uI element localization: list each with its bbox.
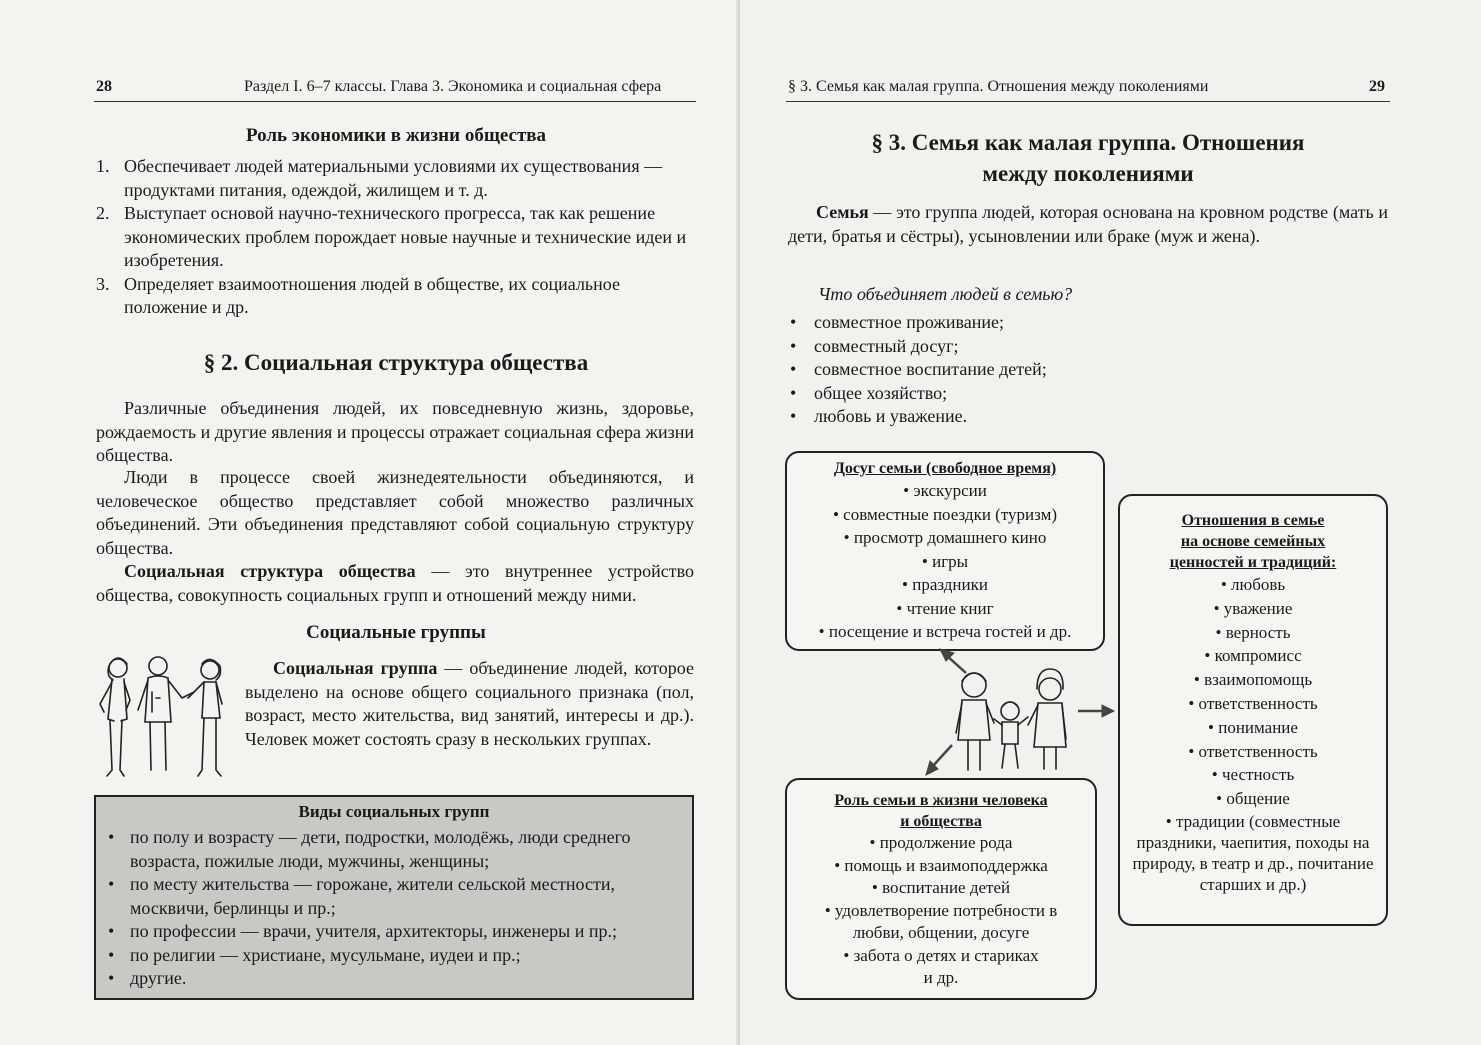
right-page <box>740 0 1481 1045</box>
list-item: 3. Определяет взаимоотношения людей в обществе, их социальное положение и др. <box>96 273 620 317</box>
paragraph: Семья — это группа людей, которая основана на кровном родстве (мать и дети, братья и сёстры), усыновлении или браке (муж и жена). <box>788 202 1388 246</box>
list-item: • компромисс <box>1128 644 1378 668</box>
relations-list <box>1128 573 1378 895</box>
list-item: • совместное проживание; <box>788 311 1208 335</box>
list-item: • совместные поездки (туризм) <box>787 503 1103 527</box>
people-illustration <box>92 652 242 782</box>
leisure-title: Досуг семьи (свободное время) <box>833 460 1057 477</box>
list-item: • взаимопомощь <box>1128 668 1378 692</box>
social-groups-list <box>96 826 692 991</box>
running-header: § 3. Семья как малая группа. Отношения между поколениями <box>788 78 1209 95</box>
list-item: • праздники <box>787 573 1103 597</box>
list-item: • любовь и уважение. <box>788 405 1208 429</box>
list-item: • общее хозяйство; <box>788 382 1208 406</box>
list-item: • забота о детях и стариках и др. <box>787 945 1095 990</box>
list-item: • продолжение рода <box>787 832 1095 855</box>
list-item: • совместное воспитание детей; <box>788 358 1208 382</box>
list-item: • просмотр домашнего кино <box>787 526 1103 550</box>
list-item: • чтение книг <box>787 597 1103 621</box>
paragraph: Социальная структура общества — это внутреннее устройство общества, совокупность социальных групп и отношений между ними. <box>96 561 694 605</box>
subsection-title: Социальные группы <box>306 622 486 643</box>
running-header: Раздел I. 6–7 классы. Глава 3. Экономика и социальная сфера <box>244 78 662 95</box>
relations-title: Отношения в семье на основе семейных ценностей и традиций: <box>1169 512 1337 571</box>
subsection-title: Роль экономики в жизни общества <box>245 125 547 146</box>
role-title: Роль семьи в жизни человека и общества <box>834 792 1048 830</box>
leisure-list <box>787 479 1103 644</box>
page-number: 28 <box>96 78 112 95</box>
family-illustration <box>918 645 1118 780</box>
list-item: 2. Выступает основой научно-технического прогресса, так как решение экономических проблем порождает новые научные и технические идеи и изобретения. <box>96 203 687 270</box>
economy-role-list <box>96 155 696 320</box>
list-item: • верность <box>1128 621 1378 645</box>
list-item: • общение <box>1128 787 1378 811</box>
section-title: § 2. Социальная структура общества <box>203 350 589 375</box>
list-item: • воспитание детей <box>787 877 1095 900</box>
list-item: • понимание <box>1128 716 1378 740</box>
paragraph: Различные объединения людей, их повседневную жизнь, здоровье, рождаемость и другие явления и процессы отражает социальная сфера жизни общества. <box>96 398 694 465</box>
box-title: Виды социальных групп <box>298 802 490 821</box>
list-item: • ответственность <box>1128 692 1378 716</box>
header-rule <box>94 101 696 102</box>
list-item: • по религии — христиане, мусульмане, иудеи и пр.; <box>96 944 684 968</box>
question: Что объединяет людей в семью? <box>818 284 1073 304</box>
header-rule <box>786 101 1390 102</box>
list-item: • традиции (совместные праздники, чаепития, походы на природу, в театр и др., почитание старших и др.) <box>1128 811 1378 895</box>
list-item: • другие. <box>96 967 684 991</box>
list-item: • по месту жительства — горожане, жители сельской местности, москвичи, берлинцы и пр.; <box>96 873 684 920</box>
list-item: • посещение и встреча гостей и др. <box>787 620 1103 644</box>
social-groups-box <box>94 795 694 1000</box>
list-item: 1. Обеспечивает людей материальными условиями их существования — продуктами питания, одеждой, жилищем и т. д. <box>96 156 663 200</box>
paragraph: Социальная группа — объединение людей, которое выделено на основе общего социального признака (пол, возраст, место жительства, вид занятий, интересы и др.). Человек может состоять сразу в нескольких группах. <box>245 658 694 749</box>
list-item: • ответственность <box>1128 740 1378 764</box>
section-title: § 3. Семья как малая группа. Отношения между поколениями <box>871 130 1305 186</box>
page-number: 29 <box>1369 78 1385 95</box>
paragraph: Люди в процессе своей жизнедеятельности объединяются, и человеческое общество представляет собой множество различных объединений. Эти объединения представляют собой социальную структуру общества. <box>96 467 694 558</box>
list-item: • игры <box>787 550 1103 574</box>
list-item: • по профессии — врачи, учителя, архитекторы, инженеры и пр.; <box>96 920 684 944</box>
relations-box <box>1118 494 1388 926</box>
list-item: • экскурсии <box>787 479 1103 503</box>
list-item: • любовь <box>1128 573 1378 597</box>
list-item: • совместный досуг; <box>788 335 1208 359</box>
unite-list <box>788 311 1208 429</box>
family-role-box <box>785 778 1097 1000</box>
leisure-box <box>785 451 1105 651</box>
role-list <box>787 832 1095 990</box>
list-item: • уважение <box>1128 597 1378 621</box>
list-item: • помощь и взаимоподдержка <box>787 855 1095 878</box>
list-item: • честность <box>1128 763 1378 787</box>
list-item: • удовлетворение потребности в любви, общении, досуге <box>787 900 1095 945</box>
left-page <box>0 0 740 1045</box>
list-item: • по полу и возрасту — дети, подростки, молодёжь, люди среднего возраста, пожилые люди, мужчины, женщины; <box>96 826 684 873</box>
